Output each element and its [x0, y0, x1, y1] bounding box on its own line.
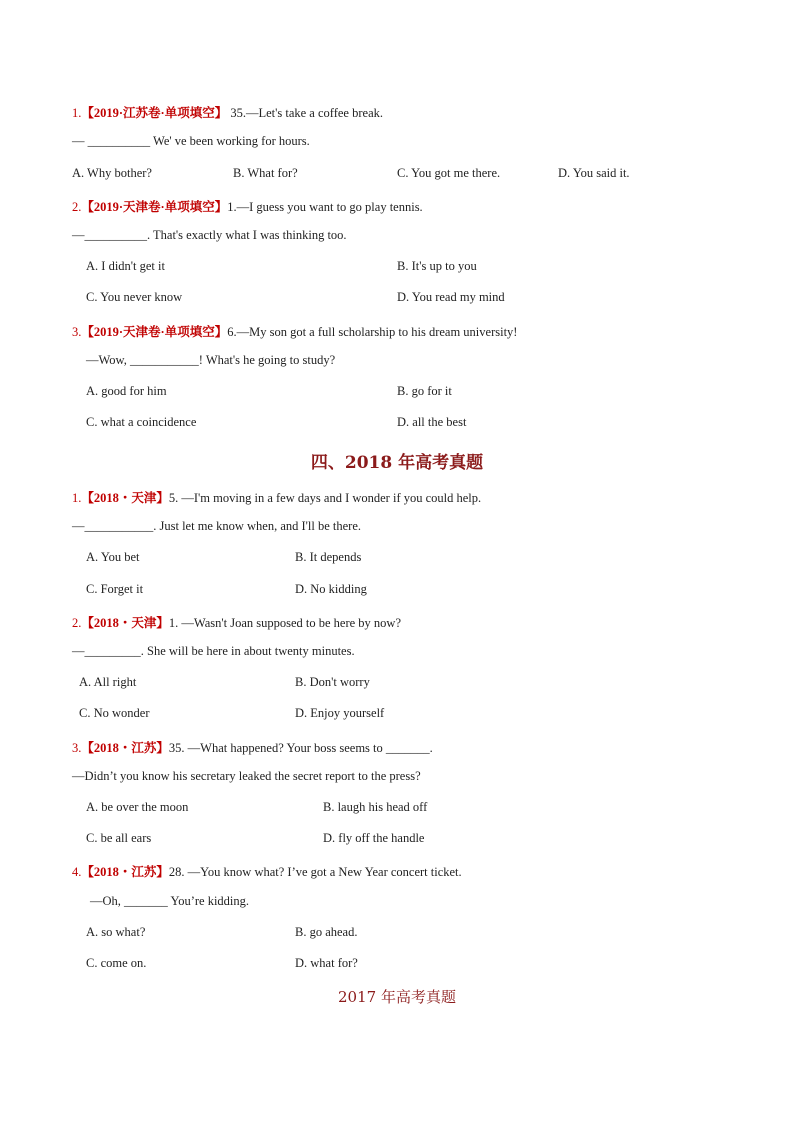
question-2019-2-response: —__________. That's exactly what I was thinking too.	[72, 228, 347, 242]
option-b: B. What for?	[233, 166, 298, 180]
option-a: A. You bet	[86, 550, 140, 564]
option-a: A. good for him	[86, 384, 167, 398]
question-2018-4-response: —Oh, _______ You’re kidding.	[90, 894, 250, 908]
source-tag: 【2018・江苏】	[81, 741, 169, 755]
option-b: B. laugh his head off	[323, 800, 428, 814]
question-number: 1.	[72, 491, 82, 505]
option-c: C. You got me there.	[397, 166, 501, 180]
option-d: D. You said it.	[558, 166, 630, 180]
option-c: C. be all ears	[86, 831, 152, 845]
option-b: B. It's up to you	[397, 259, 477, 273]
question-number: 2.	[72, 616, 82, 630]
question-text: 6.—My son got a full scholarship to his dream university!	[227, 325, 518, 339]
question-2018-1-response: —___________. Just let me know when, and I'll be there.	[72, 519, 362, 533]
source-tag: 【2019·天津卷·单项填空】	[81, 325, 228, 339]
question-2018-4-stem	[72, 862, 462, 880]
option-d: D. Enjoy yourself	[295, 706, 385, 720]
option-a: A. Why bother?	[72, 166, 152, 180]
source-tag: 【2019·天津卷·单项填空】	[81, 200, 228, 214]
question-2019-1-stem	[72, 103, 383, 121]
question-2019-3-stem	[72, 322, 517, 340]
question-number: 4.	[72, 865, 82, 879]
option-c: C. No wonder	[79, 706, 150, 720]
option-c: C. what a coincidence	[86, 415, 197, 429]
question-number: 3.	[72, 325, 82, 339]
option-c: C. Forget it	[86, 582, 144, 596]
question-text: 1.—I guess you want to go play tennis.	[227, 200, 423, 214]
question-2018-2-stem	[72, 613, 401, 631]
option-d: D. what for?	[295, 956, 358, 970]
question-2019-1-response: — __________ We' ve been working for hours.	[72, 134, 310, 148]
source-tag: 【2018・天津】	[81, 616, 169, 630]
question-text: 5. —I'm moving in a few days and I wonder if you could help.	[168, 491, 482, 505]
option-d: D. all the best	[397, 415, 467, 429]
question-text: 1. —Wasn't Joan supposed to be here by now?	[168, 616, 401, 630]
question-2018-3-response: —Didn’t you know his secretary leaked the secret report to the press?	[72, 769, 421, 783]
question-2018-1-stem	[72, 488, 481, 506]
option-b: B. go ahead.	[295, 925, 358, 939]
option-d: D. No kidding	[295, 582, 367, 596]
option-b: B. It depends	[295, 550, 362, 564]
section-heading-2018: 四、2018 年高考真题	[310, 453, 484, 473]
option-d: D. You read my mind	[397, 290, 505, 304]
question-2018-2-response: —_________. She will be here in about twenty minutes.	[72, 644, 355, 658]
question-2019-3-response: —Wow, ___________! What's he going to study?	[86, 353, 336, 367]
option-a: A. be over the moon	[86, 800, 189, 814]
option-c: C. come on.	[86, 956, 147, 970]
question-number: 2.	[72, 200, 82, 214]
source-tag: 【2018・天津】	[81, 491, 169, 505]
question-text: 35. —What happened? Your boss seems to _______.	[168, 741, 433, 755]
question-number: 3.	[72, 741, 82, 755]
question-text: 28. —You know what? I’ve got a New Year concert ticket.	[168, 865, 462, 879]
option-a: A. so what?	[86, 925, 146, 939]
question-text: 35.—Let's take a coffee break.	[227, 106, 383, 120]
option-a: A. All right	[79, 675, 137, 689]
question-number: 1.	[72, 106, 82, 120]
option-d: D. fly off the handle	[323, 831, 425, 845]
question-2019-2-stem	[72, 197, 423, 215]
option-c: C. You never know	[86, 290, 183, 304]
option-a: A. I didn't get it	[86, 259, 165, 273]
source-tag: 【2018・江苏】	[81, 865, 169, 879]
source-tag: 【2019·江苏卷·单项填空】	[81, 106, 228, 120]
question-2018-3-stem	[72, 738, 433, 756]
option-b: B. Don't worry	[295, 675, 370, 689]
option-b: B. go for it	[397, 384, 452, 398]
section-heading-2017: 2017 年高考真题	[338, 988, 456, 1006]
